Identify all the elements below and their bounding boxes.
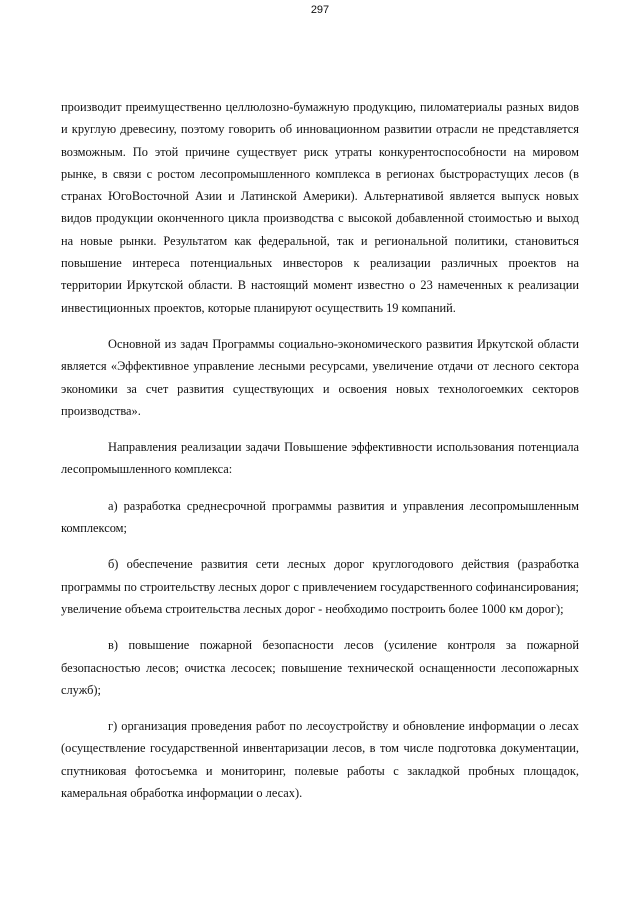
paragraph-program-task: Основной из задач Программы социально-экономического развития Иркутской области является «Эффективное управление лесными ресурсами, увеличение отдачи от лесного сектора экономики за счет развития существующих и освоения новых технологоемких секторов производства». (61, 336, 579, 418)
paragraph-directions-intro: Направления реализации задачи Повышение эффективности использования потенциала лесопромышленного комплекса: (61, 440, 579, 477)
document-body (61, 96, 579, 818)
list-item-d: г) организация проведения работ по лесоустройству и обновление информации о лесах (осуществление государственной инвентаризации лесов, в том числе подготовка документации, спутниковая фотосъемка и мониторинг, полевые работы с закладкой пробных площадок, камеральная обработка информации о лесах). (61, 719, 579, 801)
page-number: 297 (310, 4, 330, 16)
list-item-b: б) обеспечение развития сети лесных дорог круглогодового действия (разработка программы по строительству лесных дорог с привлечением государственного софинансирования; увеличение объема строительства лесных дорог - необходимо построить более 1000 км дорог); (61, 557, 579, 616)
paragraph-continuation: производит преимущественно целлюлозно-бумажную продукцию, пиломатериалы разных видов и круглую древесину, поэтому говорить об инновационном развитии отрасли не представляется возможным. По этой причине существует риск утраты конкурентоспособности на мировом рынке, в связи с ростом лесопромышленного комплекса в регионах быстрорастущих лесов (в странах ЮгоВосточной Азии и Латинской Америки). Альтернативой является выпуск новых видов продукции оконченного цикла производства с высокой добавленной стоимостью и выход на новые рынки. Результатом как федеральной, так и региональной политики, становиться повышение интереса потенциальных инвесторов к реализации различных проектов на территории Иркутской области. В настоящий момент известно о 23 намеченных к реализации инвестиционных проектов, которые планируют осуществить 19 компаний. (61, 100, 579, 315)
list-item-c: в) повышение пожарной безопасности лесов (усиление контроля за пожарной безопасностью лесов; очистка лесосек; повышение технической оснащенности лесопожарных служб); (61, 638, 579, 697)
list-item-a: а) разработка среднесрочной программы развития и управления лесопромышленным комплексом; (61, 498, 579, 536)
